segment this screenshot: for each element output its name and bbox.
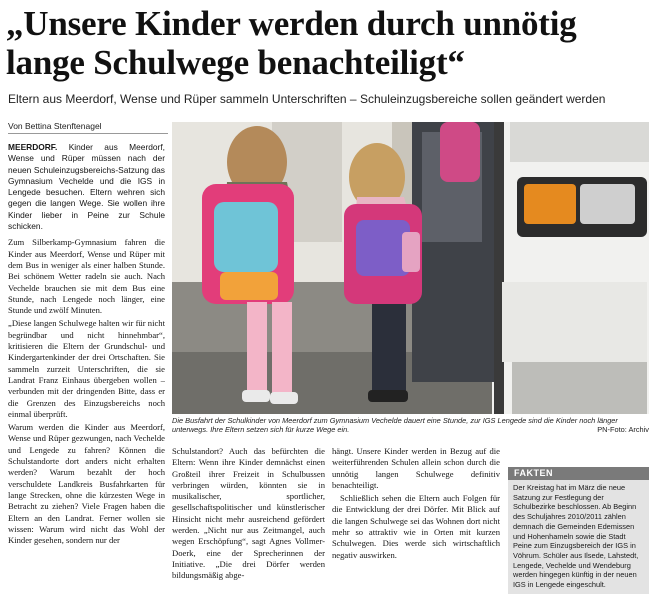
byline: Von Bettina Stenftenagel bbox=[8, 121, 168, 134]
caption-text: Die Busfahrt der Schulkinder von Meerdorf zum Gymnasium Vechelde dauert eine Stunde, zur IGS Lengede sind die Kinder noch länger unterwegs. Ihre Eltern setzen sich für kurze Wege ein. bbox=[172, 416, 618, 434]
article-column-1 bbox=[8, 142, 165, 594]
body-paragraph: „Diese langen Schulwege halten wir für nicht begründbar und nicht hinnehmbar“, kritisieren die Eltern der Grundschul- und Kindergartenkinder der drei Ortschaften. Sie sammeln zurzeit Unterschriften, die sie Landrat Franz Einhaus übergeben wollen – verbunden mit der dringenden Bitte, dass er die Grenzen des Einzugsbereichs noch einmal überprüft. bbox=[8, 318, 165, 419]
dateline: MEERDORF. bbox=[8, 142, 58, 152]
article-column-2 bbox=[172, 446, 325, 594]
facts-body: Der Kreistag hat im März die neue Satzung zur Festlegung der Schulbezirke beschlossen. Ab Beginn des Schuljahres 2010/2011 zählen demnach die Gemeinden Edemissen und Hohenhameln sowie die Stadt Peine zum Einzugsbereich der IGS in Vöhrum. Schüler aus Ilsede, Lahstedt, Lengede, Vechelde und Wendeburg werden hingegen künftig in der neuen IGS in Lengede eingeschult. bbox=[508, 480, 649, 594]
photo-credit: PN-Foto: Archiv bbox=[597, 425, 649, 434]
article-photo bbox=[172, 122, 649, 414]
photo-caption bbox=[172, 416, 649, 434]
lead-paragraph bbox=[8, 142, 165, 232]
body-paragraph: Schließlich sehen die Eltern auch Folgen für die Entwicklung der drei Dörfer. Mit Blick auf die langen Schulwege sei das Wohnen dort nicht mehr so attraktiv wie in Orten mit kurzen Schulwegen. Dies werde sich wirtschaftlich negativ auswirken. bbox=[332, 493, 500, 560]
subheadline: Eltern aus Meerdorf, Wense und Rüper sammeln Unterschriften – Schuleinzugsbereiche sollen geändert werden bbox=[8, 92, 606, 106]
article-column-3 bbox=[332, 446, 500, 594]
facts-heading: FAKTEN bbox=[508, 467, 649, 480]
headline: „Unsere Kinder werden durch unnötig lange Schulwege benachteiligt“ bbox=[6, 4, 577, 82]
body-paragraph: Warum werden die Kinder aus Meerdorf, Wense und Rüper gezwungen, nach Vechelde und Lengede zu fahren? Können die Schulstandorte dort anders nicht erhalten werden? Warum bezahlt der hoch verschuldete Landkreis Busfahrkarten für lange Strecken, ohne die kürzesten Wege in Betracht zu ziehen? Viele Fragen haben die Eltern an den Landrat. Ferner wollen sie wissen: Warum wird nicht das Wohl der Kinder gesehen, sondern nur der bbox=[8, 422, 165, 546]
body-paragraph: Zum Silberkamp-Gymnasium fahren die Kinder aus Meerdorf, Wense und Rüper mit dem Bus in weniger als einer halben Stunde. Bei schönem Wetter radeln sie auch. Nach Vechelde brauchen sie mit dem Bus eine Stunde, nach Lengede noch länger, eine Stunde und zwölf Minuten. bbox=[8, 237, 165, 316]
photo-children-boarding-bus bbox=[172, 122, 649, 414]
body-paragraph: hängt. Unsere Kinder werden in Bezug auf die weiterführenden Schulen allein schon durch die unnötig langen Schulwege definitiv benachteiligt. bbox=[332, 446, 500, 490]
body-paragraph: Schulstandort? Auch das befürchten die Eltern: Wenn ihre Kinder demnächst einen Großteil ihrer Freizeit in Schulbussen verbringen würden, könnten sie in musikalischer, sportlicher, gesellschaftspolitischer und künstlerischer Hinsicht nicht mehr ausreichend gefördert werden. „Nicht nur aus Zeitmangel, auch wegen Erschöpfung“, sagt Agnes Vollmer-Doerk, eine der Sprecherinnen der Initiative. „Die drei Dörfer werden bildungsmäßig abge- bbox=[172, 446, 325, 581]
lead-text: Kinder aus Meerdorf, Wense und Rüper müssen nach der neuen Schuleinzugsbereichs-Satzung das Gymnasium Vechelde und die IGS in Lengede besuchen. Eltern wehren sich gegen die langen Wege. Sie wollen ihre Kinder lieber in Peine zur Schule schicken. bbox=[8, 142, 165, 232]
